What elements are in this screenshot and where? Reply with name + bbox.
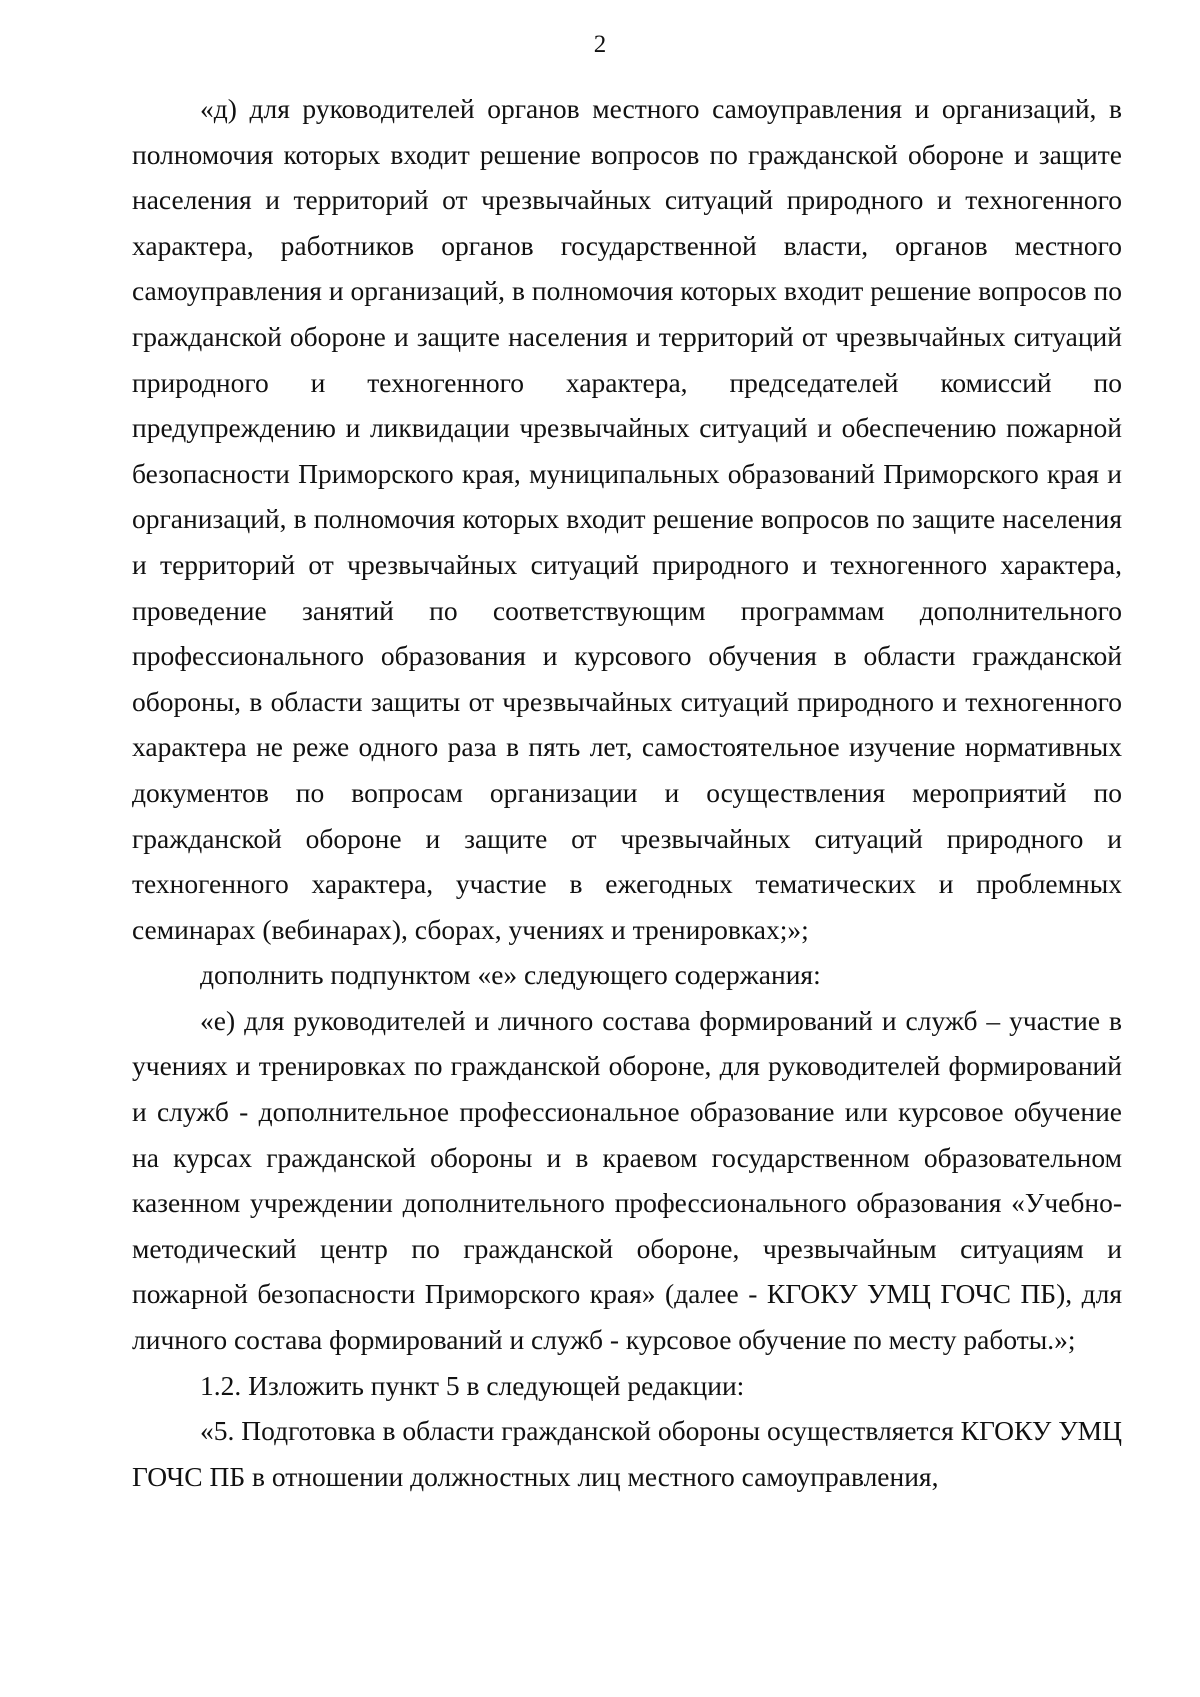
paragraph-item-5: «5. Подготовка в области гражданской обороны осуществляется КГОКУ УМЦ ГОЧС ПБ в отношении должностных лиц местного самоуправления, [132,1415,1122,1492]
page-number: 2 [593,31,607,58]
document-body [132,86,1122,1499]
paragraph-subitem-e: «е) для руководителей и личного состава формирований и служб – участие в учениях и тренировках по гражданской обороне, для руководителей формирований и служб - дополнительное профессиональное образование или курсовое обучение на курсах гражданской обороны и в краевом государственном образовательном казенном учреждении дополнительного профессионального образования «Учебно-методический центр по гражданской обороне, чрезвычайным ситуациям и пожарной безопасности Приморского края» (далее - КГОКУ УМЦ ГОЧС ПБ), для личного состава формирований и служб - курсовое обучение по месту работы.»; [132,1004,1122,1356]
paragraph-add-subitem-e: дополнить подпунктом «е» следующего содержания: [200,959,821,991]
paragraph-subitem-d: «д) для руководителей органов местного самоуправления и организаций, в полномочия которых входит решение вопросов по гражданской обороне и защите населения и территорий от чрезвычайных ситуаций природного и техногенного характера, работников органов государственной власти, органов местного самоуправления и организаций, в полномочия которых входит решение вопросов по гражданской обороне и защите населения и территорий от чрезвычайных ситуаций природного и техногенного характера, председателей комиссий по предупреждению и ликвидации чрезвычайных ситуаций и обеспечению пожарной безопасности Приморского края, муниципальных образований Приморского края и организаций, в полномочия которых входит решение вопросов по защите населения и территорий от чрезвычайных ситуаций природного и техногенного характера, проведение занятий по соответствующим программам дополнительного профессионального образования и курсового обучения в области гражданской обороны, в области защиты от чрезвычайных ситуаций природного и техногенного характера не реже одного раза в пять лет, самостоятельное изучение нормативных документов по вопросам организации и осуществления мероприятий по гражданской обороне и защите от чрезвычайных ситуаций природного и техногенного характера, участие в ежегодных тематических и проблемных семинарах (вебинарах), сборах, учениях и тренировках;»; [132,93,1122,945]
paragraph-item-1-2: 1.2. Изложить пункт 5 в следующей редакции: [200,1369,745,1401]
